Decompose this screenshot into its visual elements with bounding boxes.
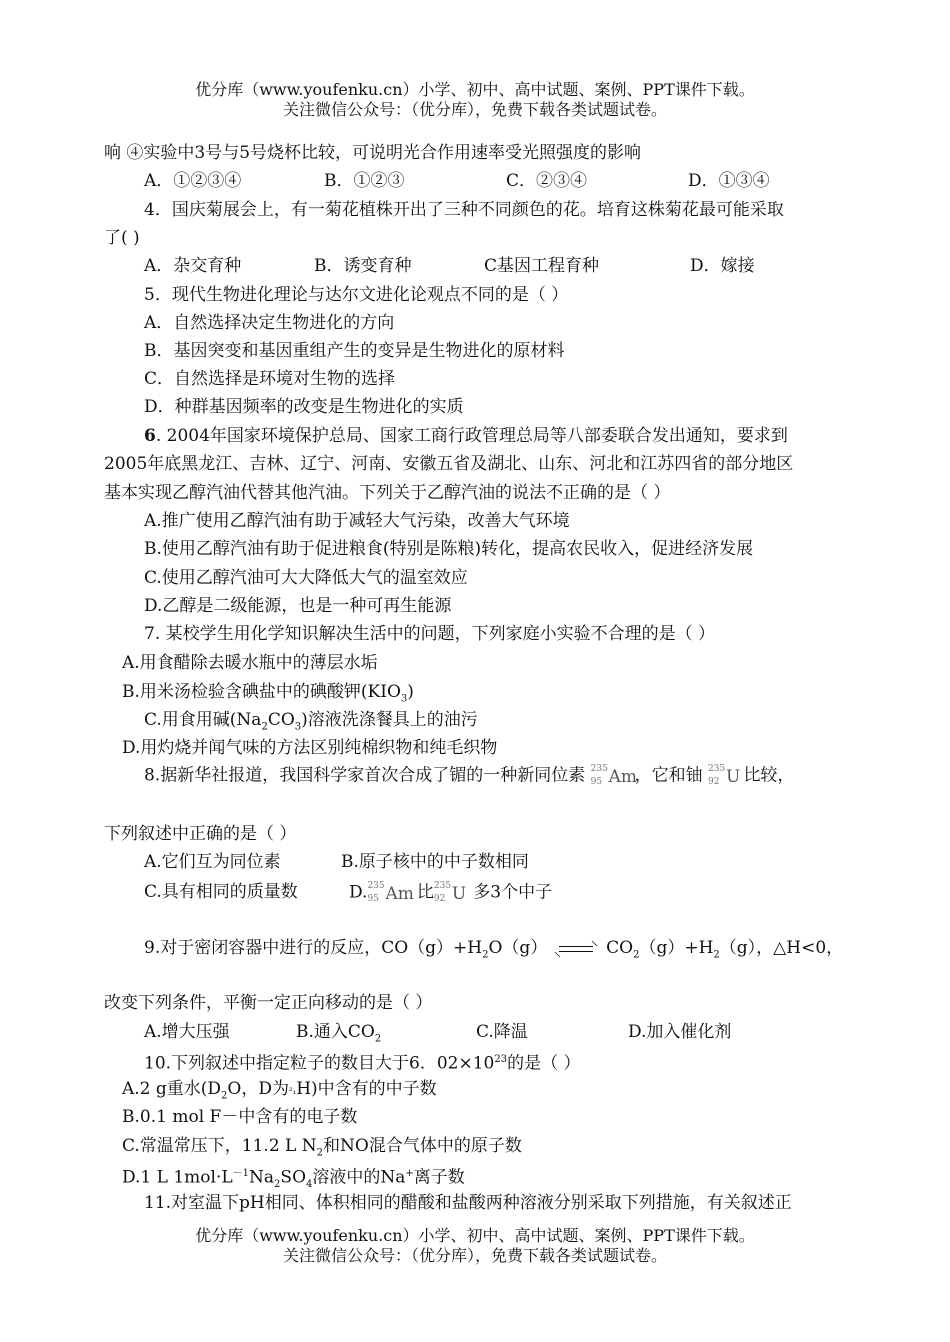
q6-stem-3: 基本实现乙醇汽油代替其他汽油。下列关于乙醇汽油的说法不正确的是（ ） [104,483,671,503]
q9-option-d: D.加入催化剂 [628,1022,732,1042]
q10-option-b: B.0.1 mol F－中含有的电子数 [122,1107,358,1127]
q10-stem: 10.下列叙述中指定粒子的数目大于6．$02\times 10^{23}$的是（ ） [144,1053,581,1074]
q4-stem-2: 了( ) [104,228,140,248]
q9-option-c: C.降温 [476,1022,528,1042]
q6-number: 6 [144,426,156,446]
q8-option-c: C.具有相同的质量数 [144,882,298,902]
q9-stem-2: 改变下列条件，平衡一定正向移动的是（ ） [104,993,433,1013]
q9-option-b: B.通入$CO_2$ [296,1022,382,1045]
q3-option-c: C．②③④ [506,171,588,191]
q10-option-d: D.1 L $1mol\cdot L^{-1}Na_2SO_4$溶液中的Na+离子数 [122,1167,465,1191]
q6-stem-1: 6. 2004年国家环境保护总局、国家工商行政管理总局等八部委联合发出通知，要求到 [144,426,788,446]
q8-option-d: D. 235 95 Am 比 235 92 U 多3个中子 [349,881,553,904]
q6-stem-2: 2005年底黑龙江、吉林、辽宁、河南、安徽五省及湖北、山东、河北和江苏四省的部分地区 [104,454,794,474]
q7-stem: 7. 某校学生用化学知识解决生活中的问题，下列家庭小实验不合理的是（ ） [144,624,716,644]
q9-option-a: A.增大压强 [144,1022,230,1042]
footer-line-2: 关注微信公众号：（优分库），免费下载各类试题试卷。 [282,1246,667,1265]
q10-option-c: C.常温常压下，11.2 L $N_2$和NO混合气体中的原子数 [122,1136,522,1159]
q8-option-b: B.原子核中的中子数相同 [341,852,529,872]
americium-isotope: 235 95 Am [590,764,638,787]
q4-stem-1: 4．国庆菊展会上，有一菊花植株开出了三种不同颜色的花。培育这株菊花最可能采取 [144,200,784,220]
header-line-2: 关注微信公众号：（优分库），免费下载各类试题试卷。 [282,100,667,119]
q7-option-a: A.用食醋除去暖水瓶中的薄层水垢 [122,653,378,673]
q5-stem: 5．现代生物进化理论与达尔文进化论观点不同的是（ ） [144,285,569,305]
q11-stem: 11.对室温下pH相同、体积相同的醋酸和盐酸两种溶液分别采取下列措施，有关叙述正 [144,1193,792,1213]
q7-option-d: D.用灼烧并闻气味的方法区别纯棉织物和纯毛织物 [122,738,498,758]
q9-stem-1: 9.对于密闭容器中进行的反应，$CO(g)+H_2O(g)$ $CO_2(g)+H_2(g)$，△H<0， [144,938,844,961]
q6-option-c: C.使用乙醇汽油可大大降低大气的温室效应 [144,568,468,588]
q4-option-d: D．嫁接 [690,256,755,276]
q4-option-a: A．杂交育种 [144,256,242,276]
q3-option-b: B．①②③ [324,171,405,191]
q4-option-b: B．诱变育种 [314,256,412,276]
q6-option-d: D.乙醇是二级能源，也是一种可再生能源 [144,596,452,616]
q3-option-d: D．①③④ [688,171,770,191]
footer-line-1: 优分库（www.youfenku.cn）小学、初中、高中试题、案例、PPT课件下载。 [195,1226,755,1245]
q5-option-a: A．自然选择决定生物进化的方向 [144,313,395,333]
uranium-isotope-d: 235 92 U [433,881,467,904]
uranium-isotope: 235 92 U [708,764,741,787]
q6-option-b: B.使用乙醇汽油有助于促进粮食(特别是陈粮)转化，提高农民收入，促进经济发展 [144,539,754,559]
q5-option-c: C．自然选择是环境对生物的选择 [144,369,396,389]
q8-stem-2: 下列叙述中正确的是（ ） [104,824,297,844]
q6-option-a: A.推广使用乙醇汽油有助于减轻大气污染，改善大气环境 [144,511,570,531]
q10-option-a: A.2 g重水($D_2O$，D为²₁H)中含有的中子数 [122,1079,437,1102]
q5-option-b: B．基因突变和基因重组产生的变异是生物进化的原材料 [144,341,565,361]
header-line-1: 优分库（www.youfenku.cn）小学、初中、高中试题、案例、PPT课件下载。 [195,80,755,99]
q3-continuation: 响 ④实验中3号与5号烧杯比较，可说明光合作用速率受光照强度的影响 [104,143,642,163]
q4-option-c: C基因工程育种 [484,256,600,276]
q7-option-c: C.用食用碱$(Na_2CO_3)$溶液洗涤餐具上的油污 [144,710,478,733]
americium-isotope-d: 235 95 Am [367,881,414,904]
q5-option-d: D．种群基因频率的改变是生物进化的实质 [144,397,464,417]
equilibrium-arrow-icon [559,940,595,958]
q8-stem-1: 8.据新华社报道，我国科学家首次合成了镅的一种新同位素 235 95 Am ，它和铀 235 92 U 比较， [144,764,795,787]
q8-option-a: A.它们互为同位素 [144,852,281,872]
q7-option-b: B.用米汤检验含碘盐中的碘酸钾$(KIO_3)$ [122,682,414,705]
q3-option-a: A．①②③④ [144,171,242,191]
